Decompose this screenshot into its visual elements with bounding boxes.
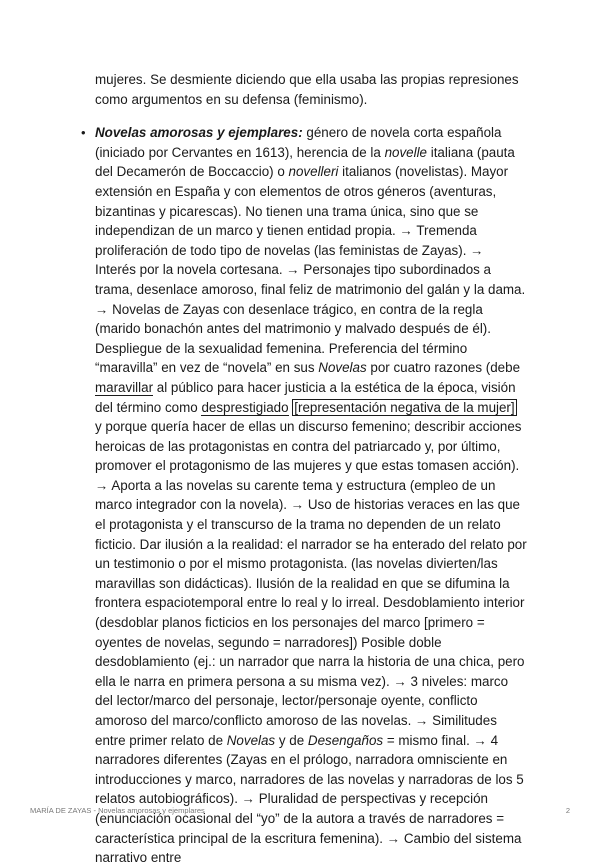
underlined-maravillar: maravillar xyxy=(95,379,154,395)
boxed-representacion: [representación negativa de la mujer] xyxy=(294,399,515,415)
text-span: género de novela corta española (iniciado por Cervantes en 1613), herencia de la xyxy=(95,125,502,160)
text-span: al público para hacer justicia a la estética de la época, visión del término como xyxy=(95,379,516,415)
text-span: y porque quería hacer de ellas un discurso femenino; describir acciones heroicas de las protagonistas en contra del patriarcado y, por último, promover el protagonismo de las mujeres y que estas tomasen acción). → Aporta a las novelas su carente tema y estructura (empleo de un marco integrador con la novela). → Uso de historias veraces en las que el protagonista y el transcurso de la trama no dependen de un relato ficticio. Dar ilusión a la realidad: el narrador se ha enterado del relato por un testimonio o por el mismo protagonista. (las novelas divierten/las maravillas son didácticas). Ilusión de la realidad en que se difumina la frontera espaciotemporal entre lo real y lo irreal. Desdoblamiento interior (desdoblar planos ficticios en los personajes del marco [primero = oyentes de novelas, segundo = narradores]) Posible doble desdoblamiento (ej.: un narrador que narra la historia de una chica, pero ella le narra en primera persona a su misma vez). → 3 niveles: marco del lector/marco del personaje, lector/personaje oyente, conflicto amoroso del marco/conflicto amoroso de las novelas. → Similitudes entre primer relato de xyxy=(95,419,527,748)
page-footer xyxy=(30,806,570,815)
bullet-paragraph xyxy=(95,123,527,868)
text-span: italianos (novelistas). Mayor extensión en España y con elementos de otros géneros (aventuras, bizantinas y picarescas). No tienen una trama única, sino que se independizan de un marco y tienen entidad propia. → Tremenda proliferación de todo tipo de novelas (las feministas de Zayas). → Interés por la novela cortesana. → Personajes tipo subordinados a trama, desenlace amoroso, final feliz de matrimonio del galán y la dama. → Novelas de Zayas con desenlace trágico, en contra de la regla (marido bonachón antes del matrimonio y malvado después de él). Despliegue de la sexualidad femenina. Preferencia del término “maravilla” en vez de “novela” en sus xyxy=(95,164,526,376)
text-span: y de xyxy=(275,732,308,748)
text-span: italiana (pauta del Decamerón de Boccaccio) o xyxy=(95,144,515,180)
italic-novelle: novelle xyxy=(384,144,427,160)
page-number: 2 xyxy=(565,806,570,815)
bullet-marker: • xyxy=(81,125,86,141)
intro-paragraph: mujeres. Se desmiente diciendo que ella usaba las propias represiones como argumentos en su defensa (feminismo). xyxy=(95,72,519,107)
italic-novelas-2: Novelas xyxy=(226,732,276,748)
text-span: = mismo final. → 4 narradores diferentes (Zayas en el prólogo, narradora omnisciente en introducciones y marco, narradores de las novelas y narradoras de los 5 relatos autobiográficos). → Pluralidad de perspectivas y recepción (enunciación ocasional del “yo” de la autora a través de narradores = característica principal de la escritura femenina). → Cambio del sistema narrativo entre xyxy=(95,732,524,866)
bullet-heading: Novelas amorosas y ejemplares: xyxy=(95,125,303,141)
italic-desenganos: Desengaños xyxy=(307,732,384,748)
italic-novelas: Novelas xyxy=(318,360,367,376)
bullet-item-novelas xyxy=(81,123,527,868)
document-body xyxy=(81,70,527,868)
underlined-desprestigiado: desprestigiado xyxy=(201,399,289,415)
footer-title: MARÍA DE ZAYAS - Novelas amorosas y ejemplares xyxy=(30,806,205,815)
text-span: por cuatro razones (debe xyxy=(366,360,521,376)
italic-novelleri: novelleri xyxy=(288,164,339,180)
